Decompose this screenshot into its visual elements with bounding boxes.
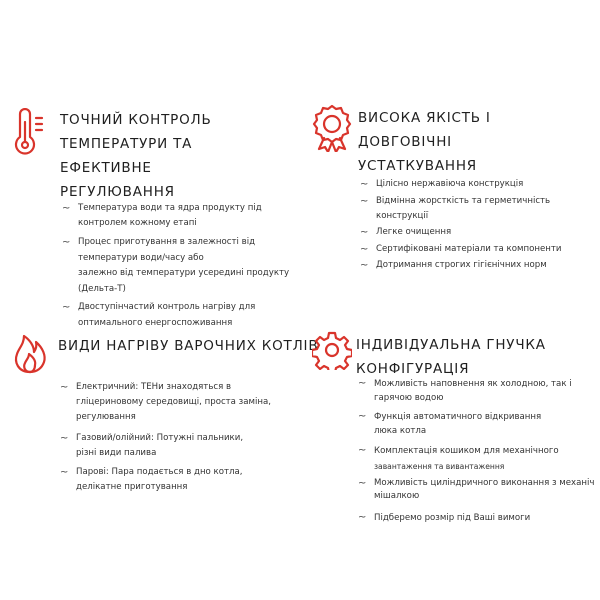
list-item: ~ Паровi: Пара подається в дно котла, делікатне приготування <box>60 467 243 492</box>
section-title: ВИДИ НАГРІВУ ВАРОЧНИХ КОТЛІВ <box>58 338 319 354</box>
list-item: ~ Відмінна жорсткість та герметичність конструкції <box>360 195 551 221</box>
list-item: ~ Дотримання строгих гігієнічних норм <box>360 260 547 271</box>
list-item: ~ Температура води та ядра продукту під контролем кожному етапі <box>62 203 262 228</box>
list-item: ~ Газовий/олійний: Потужні пальники, різні види палива <box>60 433 244 458</box>
list-item: ~ Функція автоматичного відкривання люка котла <box>358 411 542 436</box>
list-item: ~ Двоступінчастий контроль нагріву для оптимального енергоспоживання <box>62 302 256 328</box>
quality-badge-icon <box>312 104 352 152</box>
list-item: ~ Цілісно нержавіюча конструкція <box>360 179 524 190</box>
list-item: ~ Легке очищення <box>360 227 452 238</box>
feature-list <box>60 380 272 495</box>
list-item: ~ Підберемо розмір під Ваші вимоги <box>358 512 531 523</box>
section-title: ТОЧНИЙ КОНТРОЛЬ ТЕМПЕРАТУРИ ТА ЕФЕКТИВНЕ РЕГУЛЮВАННЯ <box>60 112 212 200</box>
list-item: ~ Комплектація кошиком для механічного завантаження та вивантаження <box>358 445 559 471</box>
flame-icon <box>12 330 48 374</box>
list-item: ~ Сертифіковані матеріали та компоненти <box>360 243 562 255</box>
list-item: ~ Електричний: ТЕНи знаходяться в гліцериновому середовищі, проста заміна, регулювання <box>60 382 272 422</box>
feature-list <box>358 377 595 525</box>
gear-icon <box>312 330 352 370</box>
section-title: ІНДИВІДУАЛЬНА ГНУЧКА КОНФІГУРАЦІЯ <box>356 337 546 377</box>
feature-list <box>62 201 290 331</box>
list-item: ~ Можливість наповнення як холодною, так і гарячою водою <box>358 378 572 403</box>
list-item: ~ Можливість циліндричного виконання з механіч мішалкою <box>358 478 595 501</box>
list-item: ~ Процес приготування в залежності від температури води/часу або залежно від температури усередині продукту (Дельта-Т) <box>62 237 290 294</box>
section-title: ВИСОКА ЯКІСТЬ І ДОВГОВІЧНІ УСТАТКУВАННЯ <box>358 110 491 174</box>
feature-list <box>360 177 562 273</box>
thermometer-icon <box>10 108 46 156</box>
